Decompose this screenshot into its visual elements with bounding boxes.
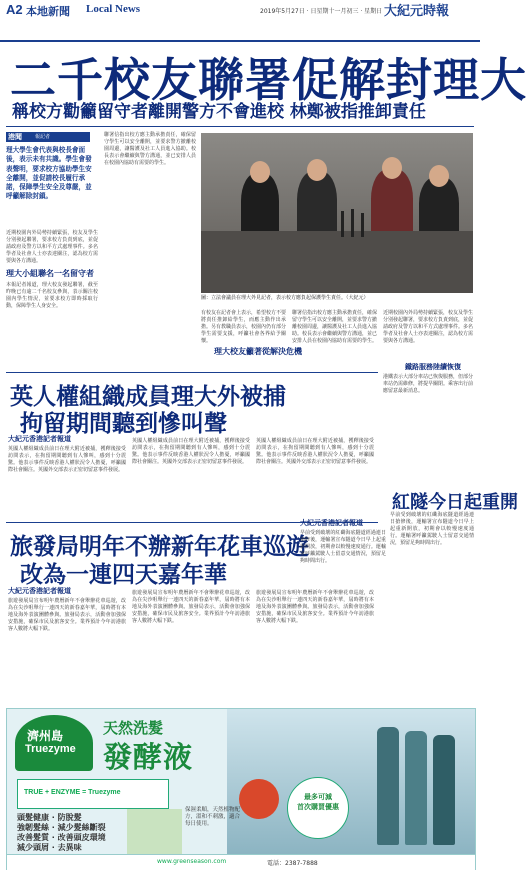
section-tag: 港聞 <box>8 133 22 141</box>
article-column: 近期校園內外局勢持續緊張，校友及學生分別發起聯署，要求校方負責到底，並促請政府及警方以和平方式處理事件。多名學者及社會人士亦表達關注，認為校方需要與各方溝通。 <box>6 230 98 265</box>
ad-website[interactable]: www.greenseason.com <box>157 858 227 865</box>
photo-caption: 圖：立法會議員在理大外見記者，表示校方應負起保護學生責任。（大紀元） <box>201 295 369 301</box>
product-bottle <box>405 731 427 845</box>
truezyme-advertisement[interactable] <box>6 708 476 870</box>
ad-promo-badge <box>287 777 349 839</box>
article-column: 近期校園內外局勢持續緊張，校友及學生分別發起聯署，要求校方負責到底，並促請政府及警方以和平方式處理事件。多名學者及社會人士亦表達關注，認為校方需要與各方溝通。 <box>383 310 474 345</box>
article-subtitle: 理大小組聯名一名留守者 <box>6 269 94 278</box>
ad-badge <box>239 779 279 819</box>
ad-brand: 濟州島 <box>27 729 64 743</box>
ad-footer <box>7 854 475 870</box>
article-column: 旅遊發展局宣布明年農曆新年不會舉辦花車巡遊，改為在尖沙咀舉行一連四天的新春嘉年華，屆時將有本地及海外表演團體參與。旅發局表示，活動會加強保安措施，確保市民及旅客安全。業界預計今年訪港旅客人數將大幅下跌。 <box>132 590 250 625</box>
ad-benefit: 強韌髮絲 · 減少髮絲斷裂 <box>17 823 106 832</box>
article-column: 早前受到破壞的紅磡海底隧道經過連日搶修後，運輸署宣布隧道今日早上起重新開放，初期會以較慢速度通行。運輸署呼籲駕駛人士留意交通情況，預留足夠時間出行。 <box>390 512 474 547</box>
divider <box>6 372 378 373</box>
lead-summary: 理大學生會代表與校長會面後，表示未有共識。學生會發表聲明，要求校方協助學生安全離開，並促請校長履行承諾，保障學生安全及尊嚴，並呼籲解除封鎖。 <box>6 146 92 201</box>
page-number: A2 <box>6 2 23 17</box>
product-bottle <box>433 735 455 845</box>
story-headline: 拘留期間聽到慘叫聲 <box>20 410 227 437</box>
article-column: 本報記者報道，理大校友發起聯署，截至昨晚已有逾二千名校友參與，表示關注校園內學生情況，並要求校方即時採取行動，保障學生人身安全。 <box>6 282 98 310</box>
article-column: 聯署信指出校方應主動承擔責任，確保留守學生可以安全離開，並要求警方撤離校園周邊，讓醫護及社工人員進入協助。校長表示會繼續與警方溝通，並已安排人員在校園內協助有需要的學生。 <box>104 132 196 167</box>
article-column: 聯署信指出校方應主動承擔責任，確保留守學生可以安全離開，並要求警方撤離校園周邊，讓醫護及社工人員進入協助。校長表示會繼續與警方溝通，並已安排人員在校園內協助有需要的學生。 <box>292 310 378 345</box>
ad-note: 保濕柔順，天然植物配方，溫和不刺激，適合每日使用。 <box>185 807 241 827</box>
story-byline: 大紀元香港記者報道 <box>8 587 71 595</box>
section-title: 本地新聞 <box>26 5 70 18</box>
ad-benefit-list <box>17 813 106 853</box>
article-column: 有校友在記者會上表示，希望校方不要將責任推卸給學生，而應主動作出承擔。另有教職員表示，校園內仍有部分學生需要支援，呼籲社會各界給予關懷。 <box>201 310 287 345</box>
side-story-headline: 鐵路服務陸續恢復 <box>405 363 461 371</box>
story-headline: 改為一連四天嘉年華 <box>20 561 227 588</box>
masthead-logo: 大紀元時報 <box>384 4 450 19</box>
article-column: 英國人權組織成員前日在理大附近被捕，獲釋後接受訪問表示，在拘留期間聽到有人慘叫，感到十分震驚。他表示事件反映香港人權狀況令人擔憂，呼籲國際社會關注。英國外交部表示正密切留意事件發展。 <box>8 446 126 474</box>
story-byline: 大紀元香港記者報道 <box>300 519 363 527</box>
ad-formula-box <box>17 779 169 809</box>
ad-benefit: 頭髮健康 · 防脫髮 <box>17 813 82 822</box>
story-byline: 大紀元香港記者報道 <box>8 435 71 443</box>
article-column: 英國人權組織成員前日在理大附近被捕，獲釋後接受訪問表示，在拘留期間聽到有人慘叫，感到十分震驚。他表示事件反映香港人權狀況令人擔憂，呼籲國際社會關注。英國外交部表示正密切留意事件發展。 <box>256 438 374 466</box>
ad-promo-2: 首次購買優惠 <box>297 803 339 811</box>
press-conference-photo <box>201 133 473 293</box>
ad-benefit: 改善髮質 · 改善頭皮環境 <box>17 833 106 842</box>
article-column: 旅遊發展局宣布明年農曆新年不會舉辦花車巡遊，改為在尖沙咀舉行一連四天的新春嘉年華，屆時將有本地及海外表演團體參與。旅發局表示，活動會加強保安措施，確保市民及旅客安全。業界預計今年訪港旅客人數將大幅下跌。 <box>256 590 374 625</box>
section-title-en: Local News <box>86 3 141 15</box>
ad-phone: 電話：2387-7888 <box>267 860 318 867</box>
ad-tagline: 天然洗髮 <box>103 719 164 737</box>
story-headline: 旅發局明年不辦新年花車巡遊 <box>10 533 309 560</box>
dateline: 2019年5月27日 · 日星期十一月初三 · 星期日 <box>260 8 383 15</box>
side-story-body: 港鐵表示大部分車站已恢復服務，但部分車站仍需維修，將提早關閉。乘客出行前應留意最新消息。 <box>383 374 474 395</box>
ad-brand-en: Truezyme <box>25 743 76 755</box>
ad-formula: TRUE + ENZYME = Truezyme <box>24 789 121 796</box>
article-subtitle: 理大校友籲著從解決危機 <box>214 347 302 356</box>
lead-subheadline: 稱校方勸籲留守者離開警方不會進校 林鄭被指推卸責任 <box>12 102 426 122</box>
ad-promo: 最多可減 <box>304 793 332 801</box>
product-bottle <box>377 727 399 845</box>
story-headline: 紅隧今日起重開 <box>392 492 518 513</box>
article-column: 早前受到破壞的紅磡海底隧道經過連日搶修後，運輸署宣布隧道今日早上起重新開放，初期會以較慢速度通行。運輸署呼籲駕駛人士留意交通情況，預留足夠時間出行。 <box>300 530 386 565</box>
section-tag-sub: 報記者 <box>35 134 51 140</box>
ad-product-name: 發酵液 <box>103 740 194 774</box>
article-column: 英國人權組織成員前日在理大附近被捕，獲釋後接受訪問表示，在拘留期間聽到有人慘叫，感到十分震驚。他表示事件反映香港人權狀況令人擔憂，呼籲國際社會關注。英國外交部表示正密切留意事件發展。 <box>132 438 250 466</box>
article-column: 旅遊發展局宣布明年農曆新年不會舉辦花車巡遊，改為在尖沙咀舉行一連四天的新春嘉年華，屆時將有本地及海外表演團體參與。旅發局表示，活動會加強保安措施，確保市民及旅客安全。業界預計今年訪港旅客人數將大幅下跌。 <box>8 598 126 633</box>
ad-benefit: 減少頭屑 · 去異味 <box>17 843 82 852</box>
lead-headline: 二千校友聯署促解封理大 <box>10 53 527 107</box>
story-headline: 英人權組織成員理大外被捕 <box>10 383 286 410</box>
divider <box>6 126 474 127</box>
